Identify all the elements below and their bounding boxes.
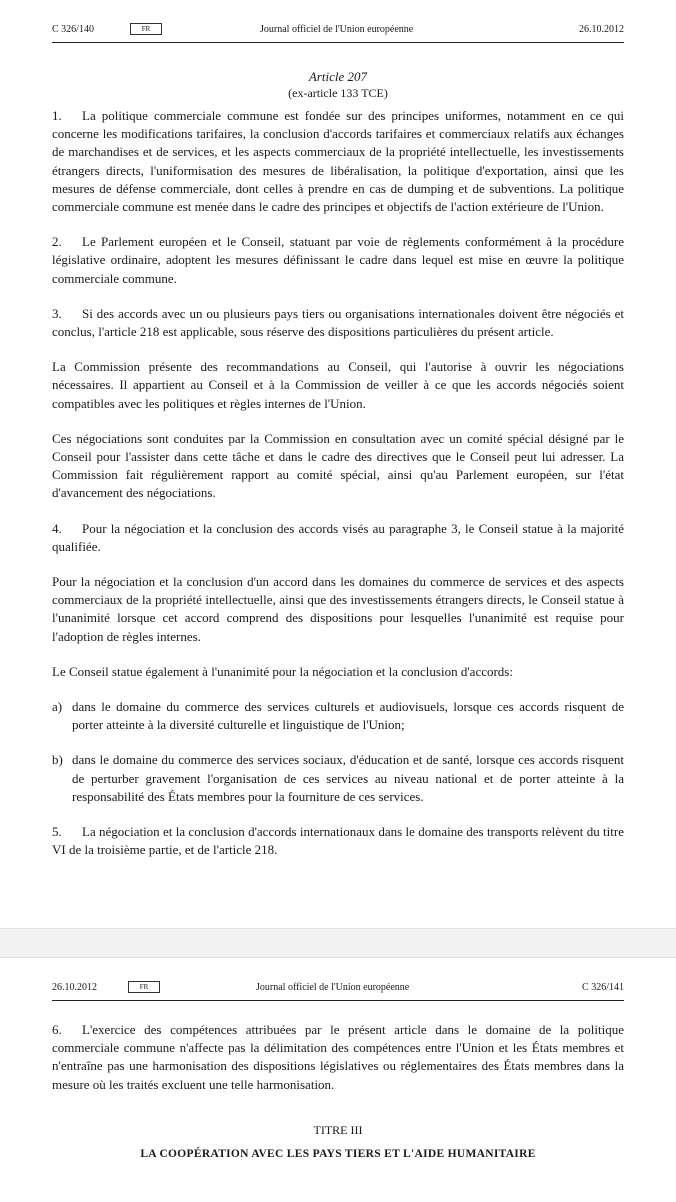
paragraph-4-services: Pour la négociation et la conclusion d'un accord dans les domaines du commerce de services et des aspects commerciaux de la propriété intellectuelle, ainsi que des investissements étrangers directs, le Conseil statue à l'unanimité lorsque cet accord comprend des dispositions pour lesquelles l'unanimité est requise pour l'adoption de règles internes. (52, 574, 624, 644)
paragraph-text: La négociation et la conclusion d'accords internationaux dans le domaine des transports relèvent du titre VI de la troisième partie, et de l'article 218. (52, 824, 624, 858)
list-item-b (52, 751, 624, 806)
paragraph-text: La politique commerciale commune est fondée sur des principes uniformes, notamment en ce qui concerne les modifications tarifaires, la conclusion d'accords tarifaires et commerciaux relatifs aux échanges de marchandises et de services, et les aspects commerciaux de la propriété intellectuelle, les investissements étrangers directs, l'uniformisation des mesures de libéralisation, la politique d'exportation, ainsi que les mesures de défense commerciale, dont celles à prendre en cas de dumping et de subventions. La politique commerciale commune est menée dans le cadre des principes et objectifs de l'action extérieure de l'Union. (52, 108, 624, 215)
language-badge: FR (128, 981, 160, 993)
list-item-text: dans le domaine du commerce des services sociaux, d'éducation et de santé, lorsque ces accords risquent de perturber gravement l'organisation de ces services au niveau national et de porter atteinte à la responsabilité des États membres pour la fourniture de ces services. (72, 752, 624, 804)
paragraph-text: L'exercice des compétences attribuées par le présent article dans le domaine de la politique commerciale commune n'affecte pas la délimitation des compétences entre l'Union et les États membres et n'entraîne pas une harmonisation des dispositions législatives ou réglementaires des États membres dans la mesure où les traités excluent une telle harmonisation. (52, 1022, 624, 1092)
paragraph-4-unanimity: Le Conseil statue également à l'unanimité pour la négociation et la conclusion d'accords: (52, 663, 513, 679)
paragraph-number: 1. (52, 108, 62, 123)
header-date: 26.10.2012 (579, 24, 624, 35)
paragraph-number: 4. (52, 520, 62, 536)
header-journal-title: Journal officiel de l'Union européenne (260, 24, 414, 35)
document-page-141 (0, 958, 676, 1202)
title-heading: LA COOPÉRATION AVEC LES PAYS TIERS ET L'AIDE HUMANITAIRE (140, 1147, 536, 1160)
paragraph-number: 5. (52, 824, 62, 840)
paragraph-text: Pour la négociation et la conclusion des accords visés au paragraphe 3, le Conseil statue à la majorité qualifiée. (52, 520, 624, 554)
article-title: Article 207 (308, 69, 368, 84)
language-badge: FR (130, 23, 162, 35)
paragraph-3 (52, 305, 624, 341)
page-header (52, 0, 624, 43)
paragraph-6 (52, 1021, 624, 1094)
header-date: 26.10.2012 (52, 982, 97, 993)
paragraph-text: Si des accords avec un ou plusieurs pays tiers ou organisations internationales doivent être négociés et conclus, l'article 218 est applicable, sous réserve des dispositions particulières du présent article. (52, 305, 624, 340)
paragraph-number: 2. (52, 234, 62, 250)
page-header (52, 958, 624, 1001)
paragraph-2 (52, 233, 624, 288)
list-marker: a) (52, 699, 63, 715)
list-item-text: dans le domaine du commerce des services culturels et audiovisuels, lorsque ces accords risquent de porter atteinte à la diversité culturelle et linguistique de l'Union; (72, 699, 624, 733)
paragraph-number: 6. (52, 1022, 62, 1037)
header-reference: C 326/140 (52, 24, 94, 35)
header-journal-title: Journal officiel de l'Union européenne (256, 982, 410, 993)
article-subtitle: (ex-article 133 TCE) (288, 86, 388, 100)
list-marker: b) (52, 752, 63, 768)
header-reference: C 326/141 (582, 982, 624, 993)
list-item-a (52, 698, 624, 734)
page-separator (0, 928, 676, 958)
paragraph-text: Le Parlement européen et le Conseil, statuant par voie de règlements conformément à la procédure législative ordinaire, adoptent les mesures définissant le cadre dans lequel est mise en œuvre la politique commerciale commune. (52, 234, 624, 286)
paragraph-1 (52, 107, 624, 216)
paragraph-4 (52, 520, 624, 556)
paragraph-3-negotiations: Ces négociations sont conduites par la Commission en consultation avec un comité spécial désigné par le Conseil pour l'assister dans cette tâche et dans le cadre des directives que le Conseil peut lui adresser. La Commission fait régulièrement rapport au comité spécial, ainsi qu'au Parlement européen, sur l'état d'avancement des négociations. (52, 430, 624, 501)
paragraph-5 (52, 823, 624, 859)
paragraph-3-commission: La Commission présente des recommandations au Conseil, qui l'autorise à ouvrir les négociations nécessaires. Il appartient au Conseil et à la Commission de veiller à ce que les accords négociés soient compatibles avec les politiques et règles internes de l'Union. (52, 359, 624, 411)
paragraph-number: 3. (52, 305, 62, 321)
title-number: TITRE III (313, 1122, 363, 1137)
